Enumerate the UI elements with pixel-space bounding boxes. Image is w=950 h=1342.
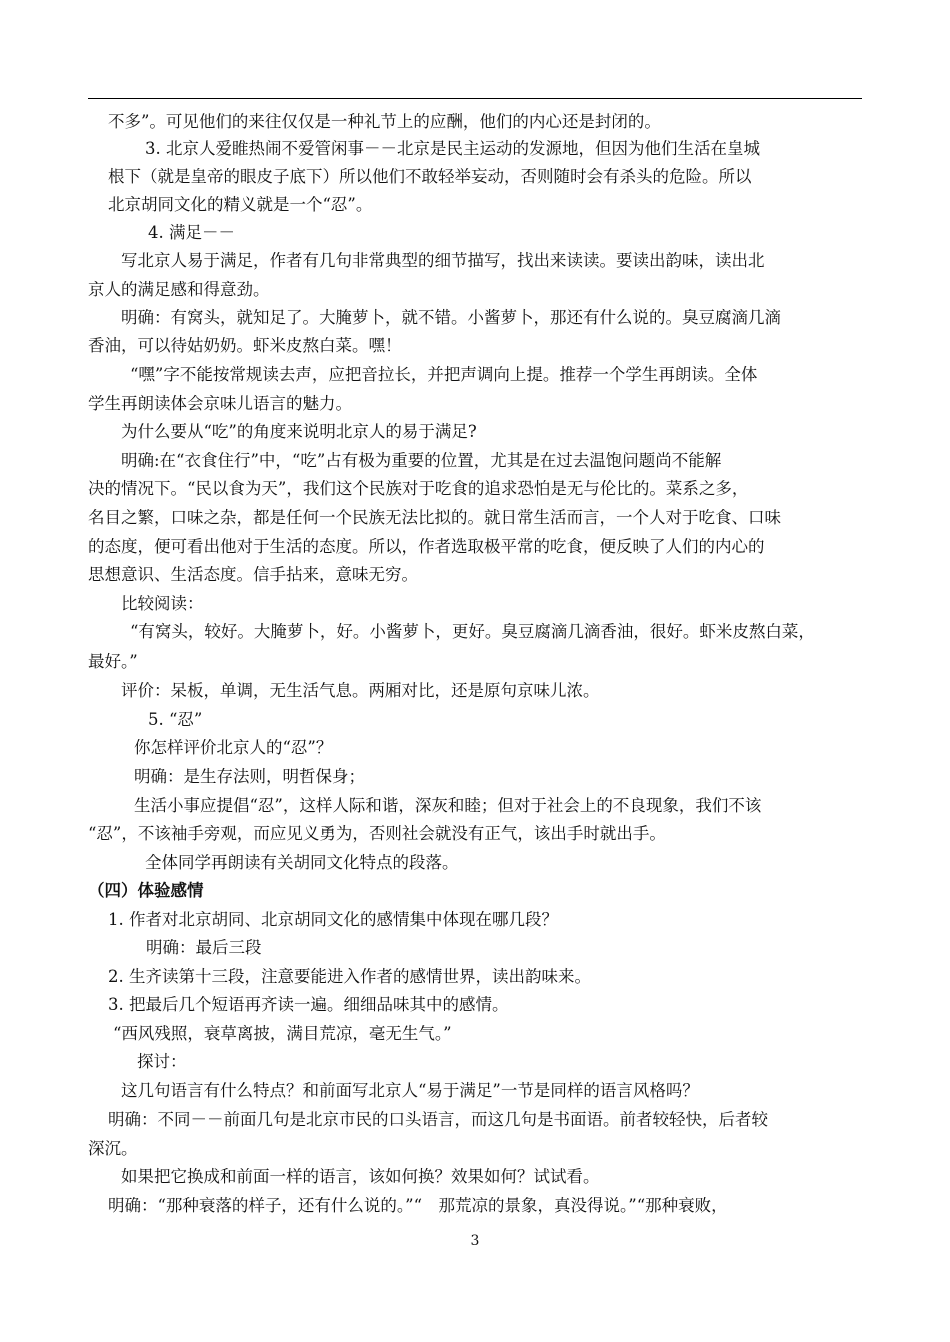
text-line: “有窝头，较好。大腌萝卜，好。小酱萝卜，更好。臭豆腐滴几滴香油，很好。虾米皮熬白菜，: [130, 622, 815, 641]
text-line: 京人的满足感和得意劲。: [88, 280, 270, 299]
text-line: 探讨：: [137, 1052, 187, 1071]
text-line: 生活小事应提倡“忍”，这样人际和谐，深灰和睦；但对于社会上的不良现象，我们不该: [134, 796, 762, 815]
text-line: “忍”，不该袖手旁观，而应见义勇为，否则社会就没有正气，该出手时就出手。: [88, 824, 666, 843]
text-line: “嘿”字不能按常规读去声，应把音拉长，并把声调向上提。推荐一个学生再朗读。全体: [130, 365, 758, 384]
text-line: 为什么要从“吃”的角度来说明北京人的易于满足?: [121, 422, 477, 441]
text-line: 名目之繁，口味之杂，都是任何一个民族无法比拟的。就日常生活而言，一个人对于吃食、口味: [88, 508, 781, 527]
text-line: 如果把它换成和前面一样的语言，该如何换？效果如何？试试看。: [121, 1167, 600, 1186]
text-line: 明确：最后三段: [146, 938, 262, 957]
text-line: 明确：有窝头，就知足了。大腌萝卜，就不错。小酱萝卜，那还有什么说的。臭豆腐滴几滴: [121, 308, 781, 327]
text-line: 1. 作者对北京胡同、北京胡同文化的感情集中体现在哪几段？: [108, 910, 558, 929]
text-line: 你怎样评价北京人的“忍”？: [134, 738, 333, 757]
text-line: 3. 北京人爱睢热闹不爱管闲事－－北京是民主运动的发源地，但因为他们生活在皇城: [145, 139, 760, 158]
text-line: 决的情况下。“民以食为天”，我们这个民族对于吃食的追求恐怕是无与伦比的。菜系之多，: [88, 479, 749, 498]
text-line: 明确：“那种衰落的样子，还有什么说的。”“ 那荒凉的景象，真没得说。”“那种衰败，: [108, 1196, 728, 1215]
header-rule: [88, 98, 862, 99]
text-line: 比较阅读：: [121, 594, 204, 613]
text-line: “西风残照，衰草离披，满目荒凉，毫无生气。”: [113, 1024, 452, 1043]
text-line: 全体同学再朗读有关胡同文化特点的段落。: [145, 853, 459, 872]
text-line: 思想意识、生活态度。信手拈来，意味无穷。: [88, 565, 418, 584]
text-line: 写北京人易于满足，作者有几句非常典型的细节描写，找出来读读。要读出韵味，读出北: [121, 251, 765, 270]
text-line: 的态度，便可看出他对于生活的态度。所以，作者选取极平常的吃食，便反映了人们的内心的: [88, 537, 765, 556]
text-line: 北京胡同文化的精义就是一个“忍”。: [108, 195, 373, 214]
text-line: 学生再朗读体会京味儿语言的魅力。: [88, 394, 352, 413]
text-line: 根下（就是皇帝的眼皮子底下）所以他们不敢轻举妄动，否则随时会有杀头的危险。所以: [108, 167, 752, 186]
text-line: 明确：是生存法则，明哲保身；: [134, 767, 365, 786]
text-line: 明确：不同－－前面几句是北京市民的口头语言，而这几句是书面语。前者较轻快，后者较: [108, 1110, 768, 1129]
text-line: 深沉。: [88, 1139, 138, 1158]
text-line: 不多”。可见他们的来往仅仅是一种礼节上的应酬，他们的内心还是封闭的。: [108, 112, 661, 131]
text-line: 3. 把最后几个短语再齐读一遍。细细品味其中的感情。: [108, 995, 509, 1014]
text-line: 这几句语言有什么特点？和前面写北京人“易于满足”一节是同样的语言风格吗？: [121, 1081, 699, 1100]
text-line: 评价：呆板，单调，无生活气息。两厢对比，还是原句京味儿浓。: [121, 681, 600, 700]
section-heading: （四）体验感情: [88, 881, 204, 900]
text-line: 香油，可以待姑奶奶。虾米皮熬白菜。嘿！: [88, 336, 402, 355]
text-line: 5. “忍”: [148, 710, 203, 729]
text-line: 最好。”: [88, 652, 138, 671]
page-number: 3: [470, 1233, 480, 1249]
text-line: 2. 生齐读第十三段，注意要能进入作者的感情世界，读出韵味来。: [108, 967, 591, 986]
text-line: 4. 满足－－: [148, 223, 235, 242]
text-line: 明确:在“衣食住行”中，“吃”占有极为重要的位置，尤其是在过去温饱问题尚不能解: [121, 451, 722, 470]
